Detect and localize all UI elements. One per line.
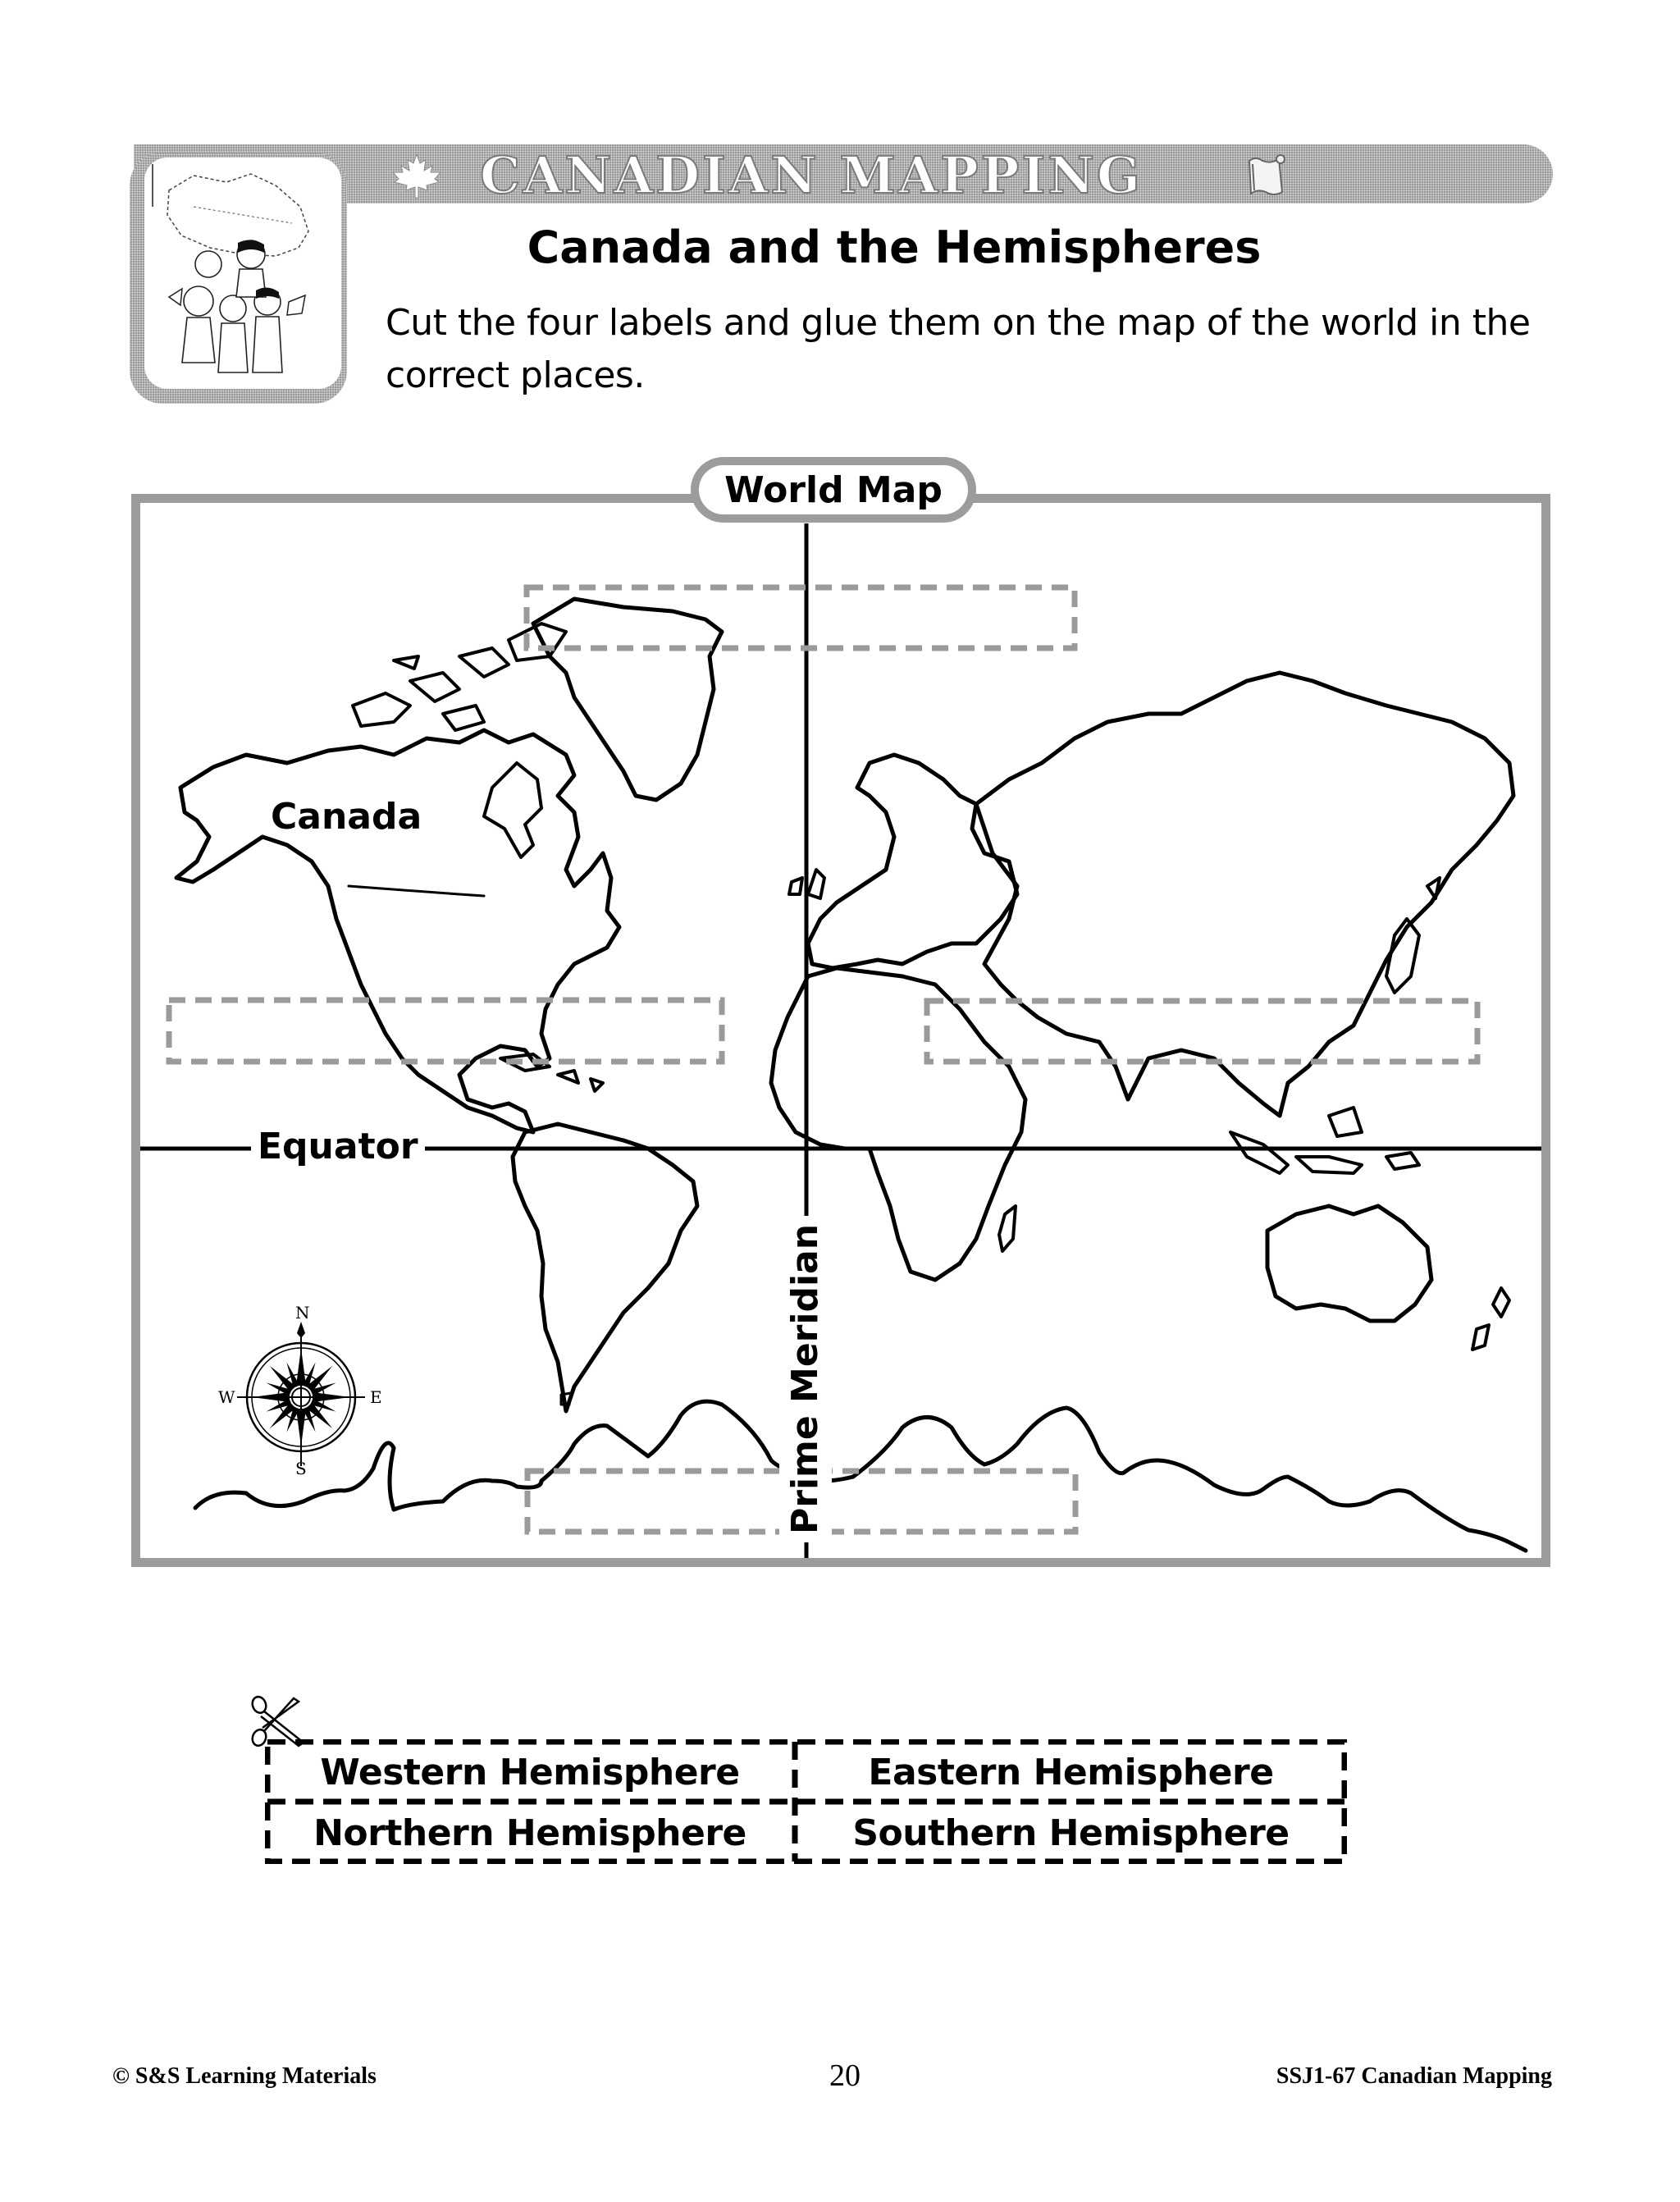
label-eastern-hemisphere[interactable] xyxy=(795,1743,1347,1802)
compass-north-label: N xyxy=(295,1303,310,1323)
label-northern-hemisphere[interactable] xyxy=(265,1803,795,1862)
map-title-pill xyxy=(691,457,976,523)
europe-outline xyxy=(808,755,1017,968)
blank-label-box-top xyxy=(527,587,1075,648)
canada-label: Canada xyxy=(271,796,422,838)
compass-west-label: W xyxy=(218,1387,235,1407)
series-title: CANADIAN MAPPING xyxy=(480,145,1143,205)
new-zealand-outline xyxy=(1472,1288,1509,1350)
prime-meridian-label: Prime Meridian xyxy=(779,1216,832,1542)
worksheet-title: Canada and the Hemispheres xyxy=(527,222,1262,273)
footer-book-code: SSJ1-67 Canadian Mapping xyxy=(1276,2063,1552,2089)
label-text: Western Hemisphere xyxy=(320,1751,740,1793)
label-text: Southern Hemisphere xyxy=(852,1811,1290,1854)
us-canada-border xyxy=(349,886,484,896)
north-america-outline xyxy=(176,730,619,1132)
label-text: Northern Hemisphere xyxy=(313,1811,746,1854)
map-title: World Map xyxy=(724,468,943,511)
south-america-outline xyxy=(513,1124,697,1411)
equator-label: Equator xyxy=(251,1124,425,1170)
label-text: Eastern Hemisphere xyxy=(868,1751,1274,1793)
hudson-bay-outline xyxy=(484,763,541,857)
madagascar-outline xyxy=(999,1206,1016,1251)
indonesia-islands xyxy=(1230,1108,1419,1173)
compass-south-label: S xyxy=(295,1459,307,1478)
blank-label-box-left xyxy=(169,1000,722,1062)
label-southern-hemisphere[interactable] xyxy=(795,1803,1347,1862)
cut-out-label-sheet xyxy=(265,1739,1347,1864)
compass-rose-icon xyxy=(237,1322,365,1466)
japan-islands xyxy=(1386,878,1440,993)
page-number: 20 xyxy=(829,2058,861,2093)
australia-outline xyxy=(1267,1206,1431,1321)
blank-label-box-right xyxy=(927,1001,1477,1062)
footer-publisher: © S&S Learning Materials xyxy=(112,2063,377,2089)
label-western-hemisphere[interactable] xyxy=(265,1743,795,1802)
compass-east-label: E xyxy=(370,1387,382,1407)
worksheet-instructions: Cut the four labels and glue them on the map of the world in the correct places. xyxy=(386,302,1531,396)
